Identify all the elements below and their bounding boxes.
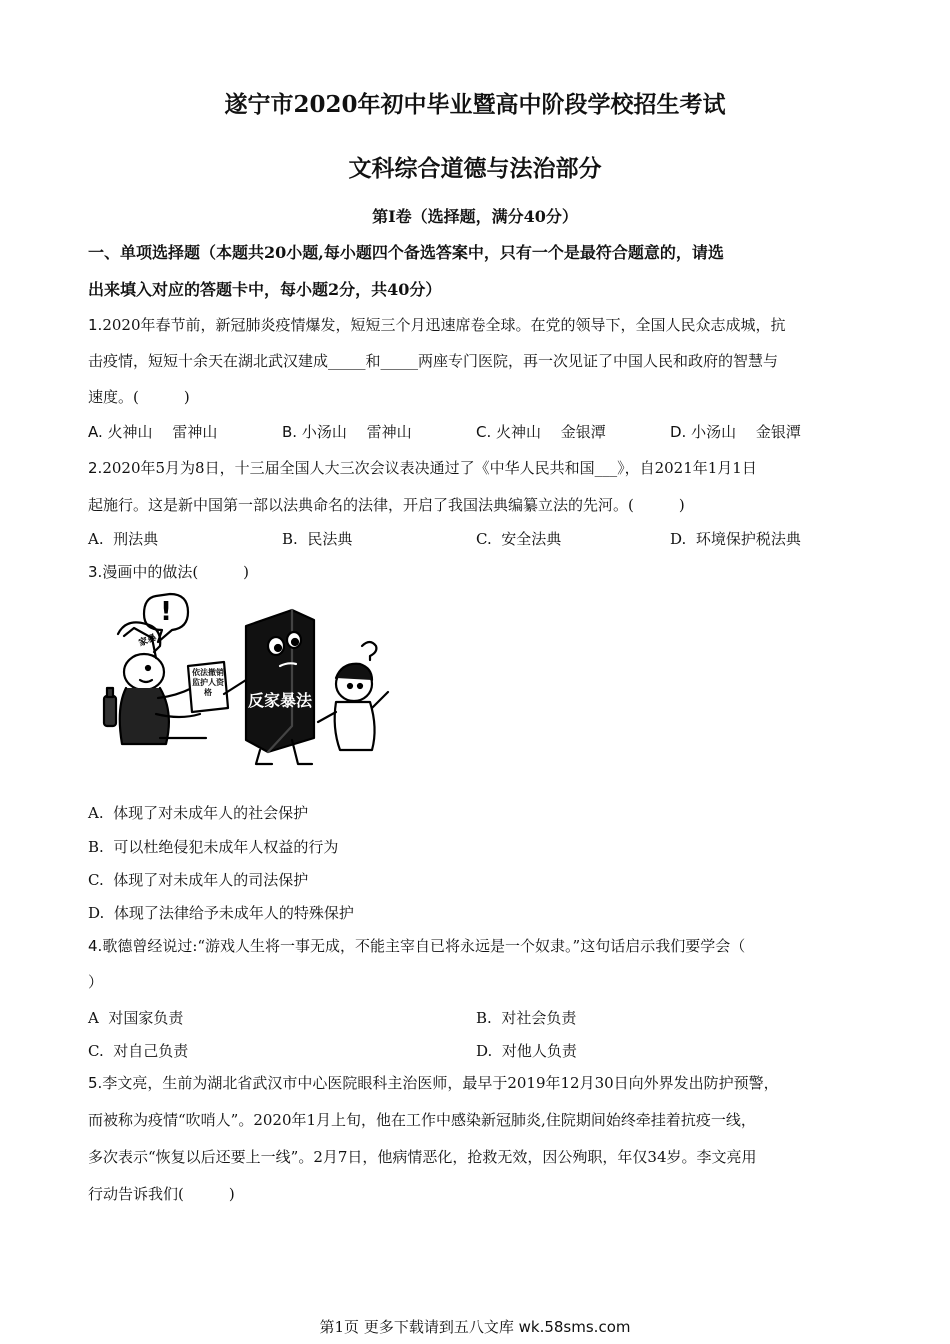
- comic-badge-text: 家暴: [137, 633, 158, 649]
- question-4: [88, 935, 745, 956]
- question-5-line2: 而被称为疫情“吹哨人”。2020年1月上旬，他在工作中感染新冠肺炎,住院期间始终牵挂着抗疫一线，: [88, 1111, 756, 1129]
- section-heading-line2: 出来填入对应的答题卡中，每小题2分，共40分）: [88, 280, 442, 299]
- question-text: 2020年5月为8日，十三届全国人大三次会议表决通过了《中华人民共和国___》，自2021年1月1日: [102, 459, 757, 477]
- question-3: [88, 561, 249, 582]
- option-a: A. 刑法典: [88, 530, 159, 548]
- question-1-line3: 速度。( ): [88, 388, 190, 406]
- question-number: 5.: [88, 1074, 103, 1092]
- page-footer: [0, 1316, 950, 1337]
- exam-subtitle: 文科综合道德与法治部分: [348, 155, 602, 182]
- question-text: 歌德曾经说过:“游戏人生将一事无成，不能主宰自已将永远是一个奴隶。”这句话启示我们要学会（: [102, 937, 746, 955]
- comic-book-title: 反家暴法: [247, 691, 313, 710]
- option-c: C. 对自己负责: [88, 1042, 189, 1060]
- comic-exclaim: !: [160, 597, 172, 627]
- option-b: B. 可以杜绝侵犯未成年人权益的行为: [88, 838, 339, 856]
- option-d: D. 对他人负责: [476, 1042, 577, 1060]
- question-5-line3: 多次表示“恢复以后还要上一线”。2月7日，他病情恶化，抢救无效，因公殉职，年仅34岁。李文亮用: [88, 1148, 757, 1166]
- option-b: B. 民法典: [282, 530, 353, 548]
- question-number: 4.: [88, 937, 103, 955]
- question-2-line2: 起施行。这是新中国第一部以法典命名的法律，开启了我国法典编纂立法的先河。( ): [88, 496, 685, 514]
- option-a: A. 火神山 雷神山: [88, 423, 218, 441]
- question-number: 3.: [88, 563, 103, 581]
- exam-title: 遂宁市2020年初中毕业暨高中阶段学校招生考试: [224, 91, 726, 118]
- option-d: D. 环境保护税法典: [670, 530, 801, 548]
- option-d: D. 小汤山 金银潭: [670, 423, 801, 441]
- section-heading-line1: 一、单项选择题（本题共20小题,每小题四个备选答案中，只有一个是最符合题意的，请选: [88, 243, 724, 262]
- question-1-line2: 击疫情，短短十余天在湖北武汉建成_____和_____两座专门医院，再一次见证了中国人民和政府的智慧与: [88, 352, 779, 370]
- comic-illustration: [96, 588, 396, 766]
- question-number: 1.: [88, 316, 103, 334]
- option-a: A. 体现了对未成年人的社会保护: [88, 804, 309, 822]
- question-5: [88, 1072, 779, 1093]
- question-2: [88, 457, 757, 478]
- question-text: 漫画中的做法( ): [102, 563, 250, 581]
- volume-heading: 第Ⅰ卷（选择题，满分40分）: [372, 207, 578, 226]
- question-1: [88, 314, 786, 335]
- option-c: C. 体现了对未成年人的司法保护: [88, 871, 309, 889]
- question-4-line2: ）: [88, 973, 104, 991]
- question-number: 2.: [88, 459, 103, 477]
- option-b: B. 小汤山 雷神山: [282, 423, 412, 441]
- comic-paper: 依法撤销监护人资格: [192, 668, 224, 697]
- question-5-line4: 行动告诉我们( ): [88, 1185, 235, 1203]
- footer-text: 第1页 更多下载请到五八文库: [319, 1318, 514, 1336]
- option-a: A 对国家负责: [88, 1009, 184, 1027]
- option-b: B. 对社会负责: [476, 1009, 577, 1027]
- question-text: 李文亮，生前为湖北省武汉市中心医院眼科主治医师，最早于2019年12月30日向外界发出防护预警，: [102, 1074, 779, 1092]
- option-d: D. 体现了法律给予未成年人的特殊保护: [88, 904, 354, 922]
- option-c: C. 安全法典: [476, 530, 562, 548]
- footer-url[interactable]: wk.58sms.com: [518, 1318, 631, 1336]
- option-c: C. 火神山 金银潭: [476, 423, 606, 441]
- question-text: 2020年春节前，新冠肺炎疫情爆发，短短三个月迅速席卷全球。在党的领导下，全国人民众志成城，抗: [102, 316, 786, 334]
